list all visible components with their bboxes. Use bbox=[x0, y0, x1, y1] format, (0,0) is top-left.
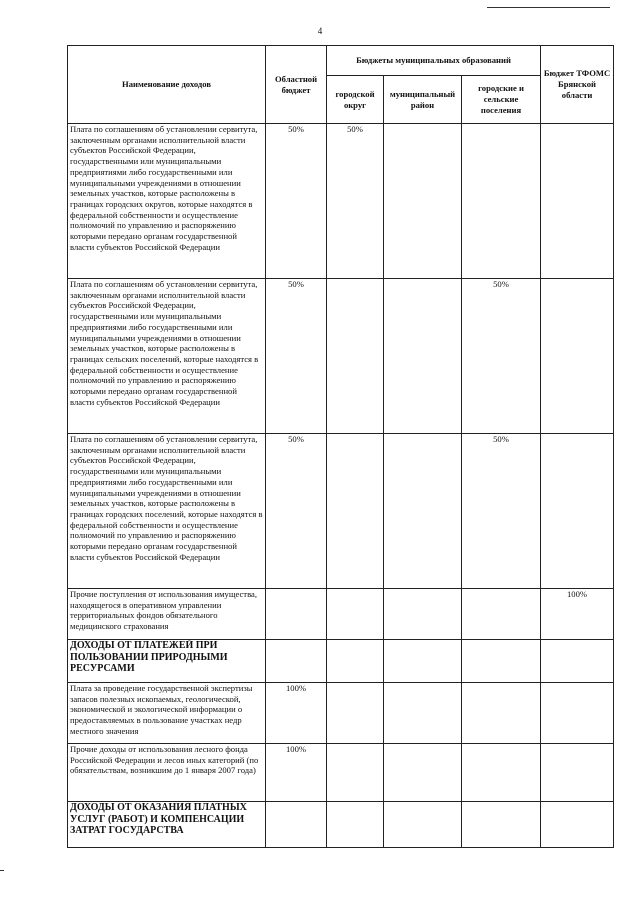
table-row bbox=[68, 744, 614, 802]
section-row bbox=[68, 640, 614, 683]
empty-cell bbox=[541, 802, 614, 848]
empty-cell bbox=[327, 640, 384, 683]
header-ffoms-budget: Бюджет ТФОМС Брянской области bbox=[541, 46, 614, 124]
settlements-share: 50% bbox=[462, 279, 541, 434]
city-district-share bbox=[327, 434, 384, 589]
table-row bbox=[68, 683, 614, 744]
ffoms-share bbox=[541, 683, 614, 744]
settlements-share bbox=[462, 683, 541, 744]
settlements-share: 50% bbox=[462, 434, 541, 589]
regional-share: 50% bbox=[266, 434, 327, 589]
table-row bbox=[68, 279, 614, 434]
city-district-share bbox=[327, 589, 384, 640]
ffoms-share: 100% bbox=[541, 589, 614, 640]
revenue-name: Плата по соглашениям об установлении сервитута, заключенным органами исполнительной власти субъектов Российской Федерации, государственными или муниципальными предприятиями либо государственными или муниципальными учреждениями в отношении земельных участков, которые расположены в границах городских округов, которые находятся в федеральной собственности и осуществление полномочий по управлению и распоряжению которыми передано органам государственной власти субъектов Российской Федерации bbox=[68, 124, 266, 279]
city-district-share bbox=[327, 683, 384, 744]
header-name-of-revenue: Наименование доходов bbox=[68, 46, 266, 124]
table-row bbox=[68, 124, 614, 279]
revenue-name: Плата по соглашениям об установлении сервитута, заключенным органами исполнительной власти субъектов Российской Федерации, государственными или муниципальными предприятиями либо государственными или муниципальными учреждениями в отношении земельных участков, которые расположены в границах городских поселений, которые находятся в федеральной собственности и осуществление полномочий по управлению и распоряжению которыми передано органам государственной власти субъектов Российской Федерации bbox=[68, 434, 266, 589]
header-city-district: городской округ bbox=[327, 76, 384, 124]
table-header bbox=[68, 46, 614, 124]
revenue-name: Прочие доходы от использования лесного фонда Российской Федерации и лесов иных категорий (по обязательствам, возникшим до 1 января 2007 года) bbox=[68, 744, 266, 802]
empty-cell bbox=[384, 802, 462, 848]
section-title: ДОХОДЫ ОТ ПЛАТЕЖЕЙ ПРИ ПОЛЬЗОВАНИИ ПРИРОДНЫМИ РЕСУРСАМИ bbox=[68, 640, 266, 683]
revenue-name: Плата за проведение государственной экспертизы запасов полезных ископаемых, геологической, экономической и экологической информации о предоставляемых в пользование участках недр местного значения bbox=[68, 683, 266, 744]
revenue-name: Прочие поступления от использования имущества, находящегося в оперативном управлении территориальных фондов обязательного медицинского страхования bbox=[68, 589, 266, 640]
empty-cell bbox=[541, 640, 614, 683]
regional-share: 50% bbox=[266, 279, 327, 434]
municipal-district-share bbox=[384, 683, 462, 744]
ffoms-share bbox=[541, 279, 614, 434]
revenue-distribution-table bbox=[67, 45, 614, 848]
municipal-district-share bbox=[384, 124, 462, 279]
empty-cell bbox=[462, 802, 541, 848]
empty-cell bbox=[384, 640, 462, 683]
regional-share: 50% bbox=[266, 124, 327, 279]
ffoms-share bbox=[541, 124, 614, 279]
city-district-share: 50% bbox=[327, 124, 384, 279]
regional-share bbox=[266, 589, 327, 640]
settlements-share bbox=[462, 744, 541, 802]
empty-cell bbox=[327, 802, 384, 848]
section-row bbox=[68, 802, 614, 848]
header-urban-rural-settlements: городские и сельские поселения bbox=[462, 76, 541, 124]
header-regional-budget: Областной бюджет bbox=[266, 46, 327, 124]
revenue-name: Плата по соглашениям об установлении сервитута, заключенным органами исполнительной власти субъектов Российской Федерации, государственными или муниципальными предприятиями либо государственными или муниципальными учреждениями в отношении земельных участков, которые расположены в границах сельских поселений, которые находятся в федеральной собственности и осуществление полномочий по управлению и распоряжению которыми передано органам государственной власти субъектов Российской Федерации bbox=[68, 279, 266, 434]
scan-line-top bbox=[487, 7, 610, 8]
scan-line-left bbox=[0, 870, 4, 871]
settlements-share bbox=[462, 589, 541, 640]
empty-cell bbox=[266, 640, 327, 683]
empty-cell bbox=[266, 802, 327, 848]
settlements-share bbox=[462, 124, 541, 279]
page-number: 4 bbox=[317, 26, 323, 36]
ffoms-share bbox=[541, 744, 614, 802]
section-title: ДОХОДЫ ОТ ОКАЗАНИЯ ПЛАТНЫХ УСЛУГ (РАБОТ) И КОМПЕНСАЦИИ ЗАТРАТ ГОСУДАРСТВА bbox=[68, 802, 266, 848]
header-municipal-district: муниципальный район bbox=[384, 76, 462, 124]
municipal-district-share bbox=[384, 279, 462, 434]
city-district-share bbox=[327, 744, 384, 802]
municipal-district-share bbox=[384, 589, 462, 640]
ffoms-share bbox=[541, 434, 614, 589]
table-row bbox=[68, 589, 614, 640]
header-municipal-budgets: Бюджеты муниципальных образований bbox=[327, 46, 541, 76]
municipal-district-share bbox=[384, 744, 462, 802]
regional-share: 100% bbox=[266, 744, 327, 802]
empty-cell bbox=[462, 640, 541, 683]
city-district-share bbox=[327, 279, 384, 434]
table-row bbox=[68, 434, 614, 589]
table-body bbox=[68, 124, 614, 848]
regional-share: 100% bbox=[266, 683, 327, 744]
municipal-district-share bbox=[384, 434, 462, 589]
